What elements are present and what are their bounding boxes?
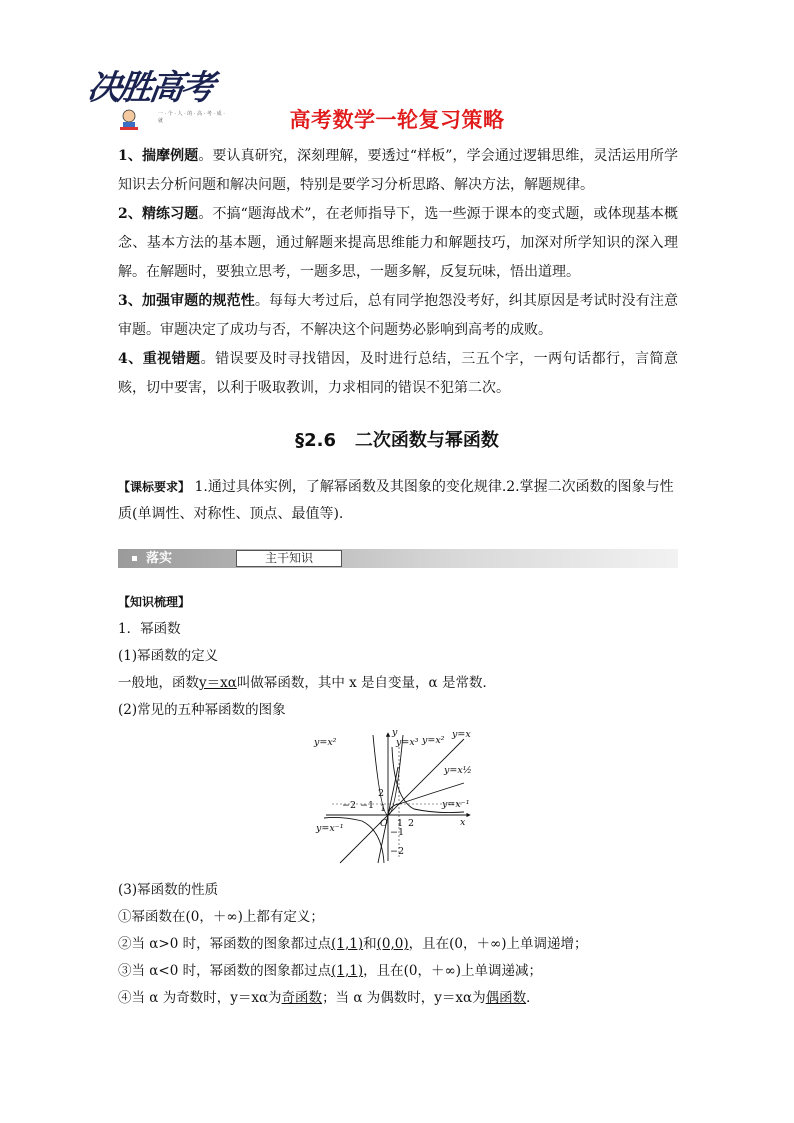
bar-label: 主干知识 [236,550,342,567]
label-y-inv-left: y=x⁻¹ [316,823,344,834]
property-item: ②当 α>0 时，幂函数的图象都过点(1,1)和(0,0)，且在(0，＋∞)上单调递增； [118,936,588,952]
logo-text: 决胜高考 [84,68,215,108]
tick-xm1: −1 [360,800,375,811]
label-y-x2: y=x² [422,735,445,746]
knowledge-section [118,589,683,724]
strategy-head: 重视错题 [142,351,201,367]
label-y-x2-left: y=x² [314,737,337,748]
definition-text: 一般地，函数y＝xα叫做幂函数，其中 x 是自变量，α 是常数． [118,675,496,691]
tick-y2: 2 [378,788,385,799]
page-title: 高考数学一轮复习策略 [289,108,505,132]
properties-title: (3)幂函数的性质 [118,882,219,898]
section-name: 二次函数与幂函数 [354,430,499,451]
strategy-head: 精练习题 [141,206,199,222]
item-heading: 1．幂函数 [118,621,181,637]
square-icon [132,556,137,561]
strategy-item: 3、加强审题的规范性。每每大考过后，总有同学抱怨没考好，纠其原因是考试时没有注意审题。审题决定了成功与否，不解决这个问题势必影响到高考的成败。 [118,293,679,338]
power-function-graph [312,727,482,865]
label-axis-y: y [392,727,398,738]
curriculum-requirement [118,474,683,528]
property-item: ①幂函数在(0，＋∞)上都有定义； [118,909,324,925]
property-item: ③当 α<0 时，幂函数的图象都过点(1,1)，且在(0，＋∞)上单调递减； [118,963,542,979]
requirement-label: 【课标要求】 [118,480,191,494]
tick-ym2: −2 [390,846,405,857]
tick-y1: 1 [380,803,387,814]
tick-x2: 2 [408,818,415,829]
property-item: ④当 α 为奇数时，y＝xα为奇函数；当 α 为偶数时，y＝xα为偶函数． [118,990,540,1006]
tick-ym1: −1 [390,827,405,838]
logo-subtitle: 一 · 个 · 人 · 的 · 高 · 考 · 成 · 就 [158,111,225,124]
bar-tag: 落实 [118,549,236,568]
label-axis-x: x [460,817,466,828]
properties-section [118,877,683,1012]
label-y-inv-right: y=x⁻¹ [442,799,470,810]
strategy-list [118,142,678,403]
definition-title: (1)幂函数的定义 [118,648,219,664]
requirement-text: 1.通过具体实例，了解幂函数及其图象的变化规律.2.掌握二次函数的图象与性质(单调性、对称性、顶点、最值等). [118,479,674,522]
strategy-item: 2、精练习题。不搞“题海战术”，在老师指导下，选一些源于课本的变式题，或体现基本概念、基本方法的基本题，通过解题来提高思维能力和解题技巧，加深对所学知识的深入理解。在解题时，要独立思考，一题多思，一题多解，反复玩味，悟出道理。 [118,206,679,280]
strategy-item: 4、重视错题。错误要及时寻找错因，及时进行总结，三五个字，一两句话都行，言简意赅，切中要害，以利于吸取教训，力求相同的错误不犯第二次。 [118,351,678,396]
section-title [0,426,794,452]
tick-xm2: −2 [342,800,357,811]
power-function: y＝xα [199,675,237,691]
label-origin: O [380,818,388,829]
strategy-head: 揣摩例题 [141,148,199,164]
knowledge-header: 【知识梳理】 [118,595,191,609]
label-y-x3: y=x³ [396,737,419,748]
graph-title: (2)常见的五种幂函数的图象 [118,702,286,718]
tick-x1: 1 [397,818,404,829]
strategy-head: 加强审题的规范性 [141,293,255,309]
label-y-x: y=x [452,729,471,740]
section-number: §2.6 [295,430,337,451]
section-bar [118,549,678,568]
label-y-sqrt: y=x½ [444,765,472,776]
strategy-item: 1、揣摩例题。要认真研究，深刻理解，要透过“样板”，学会通过逻辑思维，灵活运用所学知识去分析问题和解决问题，特别是要学习分析思路、解决方法，解题规律。 [118,148,679,193]
